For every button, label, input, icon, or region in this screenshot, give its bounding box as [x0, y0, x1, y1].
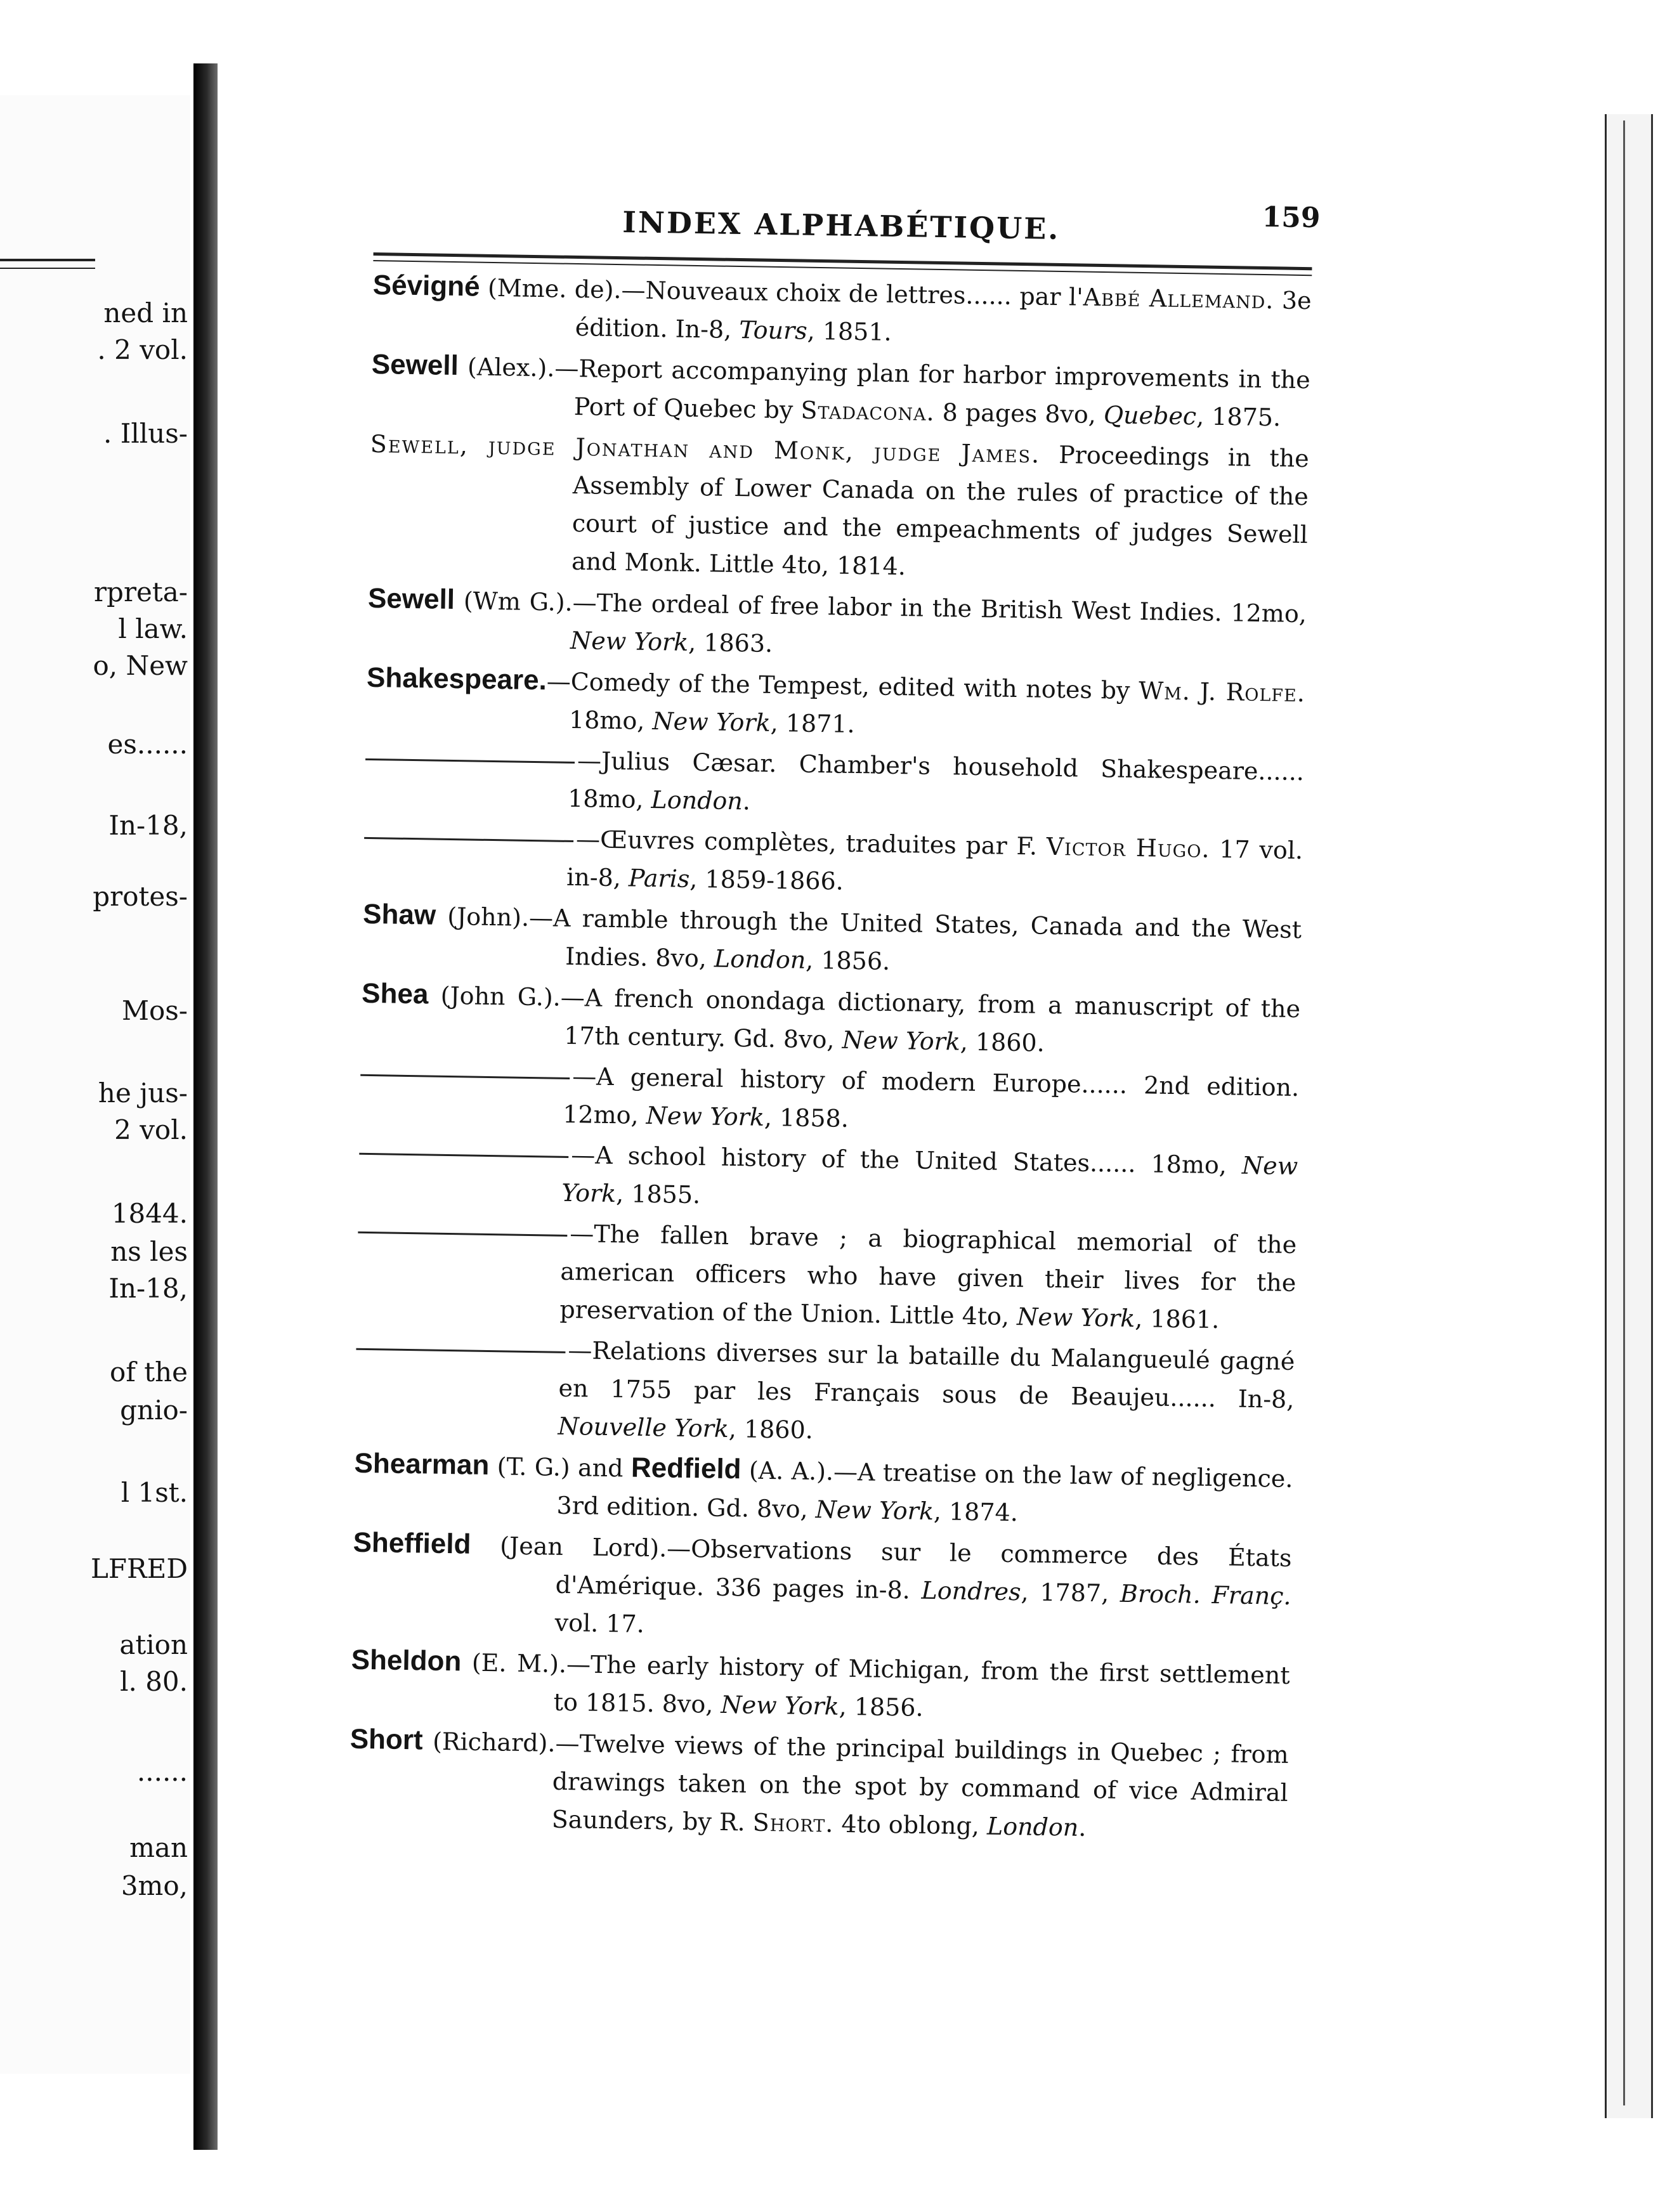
entry-place: Quebec	[1103, 401, 1197, 431]
entry-place: New York	[721, 1690, 840, 1721]
entry-qualifier: (Richard).	[432, 1727, 556, 1757]
entry-qualifier: (Alex.).	[467, 353, 555, 382]
index-entry	[358, 1133, 1298, 1223]
index-entry	[366, 659, 1306, 750]
page-edge	[1605, 114, 1653, 2118]
index-entry	[351, 1524, 1292, 1653]
facing-page-rule	[0, 259, 95, 261]
ditto-dash	[364, 837, 573, 842]
entry-place: New York	[561, 1151, 1298, 1208]
entry-author: Victor Hugo.	[1046, 832, 1210, 863]
entry-text: 17 vol. in-8,	[566, 835, 1303, 892]
page-content	[344, 76, 1613, 2124]
index-entry	[363, 817, 1303, 908]
facing-page-text: he jus-	[98, 1077, 188, 1109]
entry-headword: Short	[349, 1723, 424, 1756]
facing-page-text: LFRED	[91, 1553, 188, 1584]
entry-text: , 1875.	[1196, 402, 1281, 432]
entry-text: , 1855.	[615, 1180, 701, 1209]
entry-place: Broch. Franç.	[1120, 1579, 1291, 1610]
book-gutter	[193, 63, 218, 2150]
entry-author: Short.	[752, 1808, 834, 1838]
index-entries	[348, 266, 1312, 1852]
entry-place: New York	[646, 1101, 765, 1131]
entry-author: Abbé Allemand.	[1083, 283, 1274, 315]
facing-page-text: of the	[110, 1356, 188, 1388]
entry-text: —Report accompanying plan for harbor improvements in the Port of Quebec by	[554, 354, 1311, 424]
entry-place: Londres	[921, 1576, 1021, 1606]
index-entry	[355, 1328, 1295, 1457]
entry-text: —A general history of modern Europe...... 2nd edition. 12mo,	[562, 1062, 1300, 1129]
entry-headword: Shea	[361, 977, 429, 1010]
entry-qualifier: (A. A.).	[748, 1456, 834, 1486]
entry-headword: Redfield	[630, 1452, 741, 1485]
entry-text: 4to oblong,	[833, 1809, 988, 1840]
facing-page-text: ation	[119, 1629, 188, 1660]
entry-text: 3e édition. In-8,	[575, 286, 1312, 344]
entry-text: , 1856.	[805, 946, 891, 975]
facing-page-text: ned in	[103, 297, 188, 329]
entry-headword: Shearman	[354, 1447, 490, 1481]
facing-page-text: protes-	[93, 881, 188, 912]
entry-text: —Œuvres complètes, traduites par F.	[575, 825, 1047, 861]
ditto-dash	[356, 1348, 565, 1353]
entry-headword: Shakespeare.	[366, 661, 547, 696]
running-title: INDEX ALPHABÉTIQUE.	[622, 205, 1061, 246]
index-entry	[361, 975, 1301, 1066]
facing-page-text: es......	[107, 729, 188, 760]
running-head	[374, 187, 1321, 259]
entry-text: —Julius Cæsar. Chamber's household Shakespeare...... 18mo,	[567, 746, 1305, 814]
facing-page-text: l 1st.	[121, 1477, 188, 1508]
entry-place: New York	[652, 706, 771, 737]
entry-headword: Sewell	[367, 582, 455, 616]
entry-place: New York	[815, 1495, 934, 1526]
index-entry	[362, 895, 1302, 987]
entry-text: —A ramble through the United States, Canada and the West Indies. 8vo,	[528, 903, 1302, 973]
facing-page-text: ns les	[110, 1236, 188, 1267]
facing-page-text: 3mo,	[121, 1870, 188, 1901]
entry-headword: Sewell, judge Jonathan and Monk, judge James.	[370, 429, 1041, 469]
entry-place: New York	[842, 1025, 961, 1056]
entry-place: New York	[1016, 1303, 1135, 1333]
entry-text: , 1858.	[764, 1103, 849, 1133]
entry-text: , 1861.	[1134, 1304, 1220, 1334]
entry-place: Tours	[739, 316, 808, 345]
entry-text: —Comedy of the Tempest, edited with notes by	[546, 667, 1139, 705]
entry-headword: Sheffield	[353, 1526, 471, 1560]
entry-headword: Shaw	[362, 898, 436, 931]
ditto-dash	[358, 1232, 567, 1237]
entry-text: , 1860.	[728, 1414, 814, 1445]
page-number: 159	[1262, 200, 1321, 235]
index-entry	[353, 1445, 1293, 1536]
entry-place: New York	[570, 626, 689, 656]
entry-text: —The early history of Michigan, from the first settlement to 1815. 8vo,	[553, 1650, 1290, 1719]
facing-page-text: . 2 vol.	[97, 334, 188, 365]
entry-text: 18mo,	[568, 705, 653, 735]
entry-text: , 1860.	[960, 1027, 1045, 1057]
entry-qualifier: (Jean Lord).	[499, 1532, 667, 1563]
entry-text: , 1874.	[933, 1497, 1019, 1527]
index-entry	[365, 738, 1305, 829]
entry-author: Wm. J. Rolfe.	[1138, 677, 1306, 708]
entry-text: —Twelve views of the principal buildings in Quebec ; from drawings taken on the spot by command of vice Admiral Saunders, by R.	[551, 1729, 1289, 1837]
book-page	[218, 76, 1605, 2134]
entry-text: —The fallen brave ; a biographical memorial of the american officers who have given their lives for the preservation of the Union. Little 4to,	[559, 1220, 1297, 1331]
entry-qualifier: (John).	[447, 902, 530, 932]
entry-headword: Sévigné	[372, 269, 480, 303]
index-entry	[369, 425, 1310, 592]
entry-qualifier: (John G.).	[440, 981, 561, 1012]
entry-place: London	[714, 944, 806, 974]
entry-text: —A treatise on the law of negligence. 3rd edition. Gd. 8vo,	[556, 1457, 1293, 1524]
facing-page-text: l. 80.	[120, 1666, 188, 1697]
facing-page-text: In-18,	[108, 1273, 188, 1304]
entry-text: , 1863.	[688, 628, 773, 658]
entry-place: Paris	[628, 864, 690, 893]
page-edge-line	[1623, 120, 1625, 2105]
facing-page-text: . Illus-	[103, 418, 188, 449]
entry-text: , 1871.	[770, 708, 855, 738]
entry-place: London	[986, 1812, 1079, 1842]
ditto-dash	[360, 1074, 570, 1079]
index-entry	[350, 1641, 1290, 1733]
facing-page-text: l law.	[118, 613, 188, 644]
entry-text: , 1856.	[839, 1692, 924, 1722]
index-entry	[370, 346, 1310, 437]
entry-qualifier: (Mme. de).	[487, 273, 622, 304]
facing-page-text: o, New	[93, 650, 188, 681]
facing-page-fragment	[0, 95, 190, 2074]
entry-qualifier: (E. M.).	[471, 1648, 567, 1679]
facing-page-text: 2 vol.	[114, 1114, 188, 1145]
entry-text: —The ordeal of free labor in the British West Indies. 12mo,	[572, 588, 1307, 628]
index-entry	[360, 1054, 1300, 1145]
facing-page-text: In-18,	[108, 810, 188, 841]
entry-text: .	[1078, 1813, 1087, 1842]
entry-joiner: and	[570, 1454, 632, 1483]
facing-page-text: Mos-	[121, 995, 188, 1026]
entry-text: —Observations sur le commerce des États d'Amérique. 336 pages in-8.	[555, 1534, 1292, 1604]
entry-text: .	[742, 787, 751, 816]
facing-page-text: gnio-	[120, 1395, 188, 1426]
entry-text: —A french onondaga dictionary, from a manuscript of the 17th century. Gd. 8vo,	[560, 983, 1301, 1054]
facing-page-rule	[0, 268, 95, 269]
entry-qualifier: (T. G.)	[497, 1452, 571, 1482]
entry-author: Stadacona.	[800, 396, 935, 426]
index-entry	[367, 580, 1307, 671]
entry-place: Nouvelle York	[558, 1412, 729, 1443]
facing-page-text: rpreta-	[93, 576, 188, 608]
index-entry	[356, 1211, 1297, 1340]
entry-text: Proceedings in the Assembly of Lower Canada on the rules of practice of the court of justice and the empeachments of judges Sewell and Monk. Little 4to, 1814.	[571, 440, 1310, 581]
entry-text: —Nouveaux choix de lettres...... par l'	[621, 276, 1083, 311]
entry-place: London	[651, 785, 743, 816]
entry-qualifier: (Wm G.).	[463, 587, 573, 616]
entry-text: —A school history of the United States...... 18mo,	[570, 1141, 1243, 1180]
facing-page-text: man	[129, 1832, 188, 1863]
entry-text: , 1851.	[807, 316, 892, 346]
entry-text: vol. 17.	[554, 1608, 645, 1638]
entry-text: 8 pages 8vo,	[934, 398, 1104, 429]
index-entry	[348, 1721, 1289, 1850]
facing-page-text: ......	[136, 1756, 188, 1787]
entry-text: —Relations diverses sur la bataille du Malangueulé gagné en 1755 par les Français sous de Beaujeu...... In-8,	[558, 1336, 1295, 1414]
ditto-dash	[365, 758, 575, 764]
entry-headword: Sewell	[371, 348, 459, 382]
facing-page-text: 1844.	[111, 1198, 188, 1229]
entry-text: , 1859-1866.	[689, 864, 844, 895]
ditto-dash	[359, 1153, 568, 1158]
entry-headword: Sheldon	[351, 1644, 462, 1677]
index-entry	[372, 266, 1312, 358]
entry-text: , 1787,	[1021, 1578, 1121, 1608]
